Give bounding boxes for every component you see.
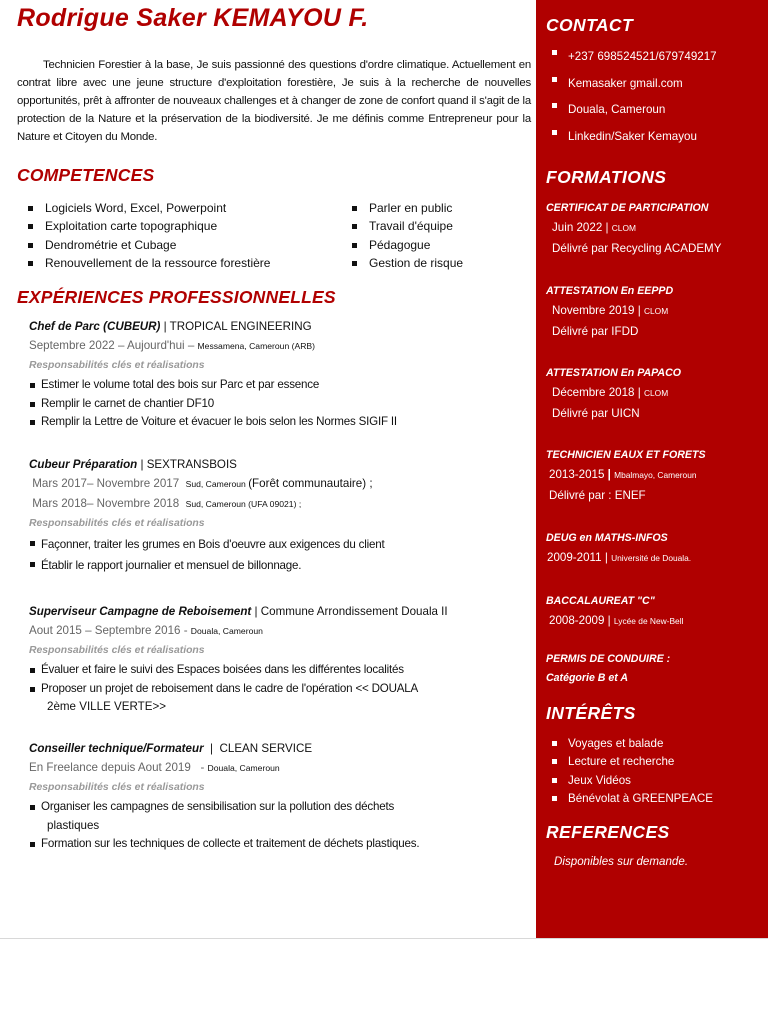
formation-title: TECHNICIEN EAUX ET FORETS bbox=[546, 449, 706, 461]
company-name: Commune Arrondissement Douala II bbox=[260, 605, 448, 618]
formation-entry bbox=[546, 445, 764, 506]
section-title-experiences: EXPÉRIENCES PROFESSIONNELLES bbox=[17, 287, 336, 307]
sidebar bbox=[536, 0, 768, 938]
skill-item: Parler en public bbox=[349, 199, 463, 217]
interests-list bbox=[550, 735, 713, 808]
interest-item: Lecture et recherche bbox=[550, 753, 713, 771]
period-dates: Septembre 2022 – Aujourd'hui – bbox=[29, 339, 198, 352]
job-location: Sud, Cameroun (UFA 09021) ; bbox=[185, 499, 302, 509]
skill-item: Travail d'équipe bbox=[349, 217, 463, 235]
responsibilities-label: Responsabilités clés et réalisations bbox=[29, 782, 205, 793]
job-location-note: (Forêt communautaire) ; bbox=[248, 477, 373, 490]
job-period bbox=[29, 494, 529, 514]
profile-summary: Technicien Forestier à la base, Je suis passionné des questions d'ordre climatique. Actuellement en contrat libre avec une jeune structure d'exploitation forestière, Je suis à la recherche de nouvelles opportunités, prêt à affronter de nouveaux challenges et à changer de zone de confort quand il s'agit de la protection de la Nature et la préservation de la biodiversité. Je me définis comme Entrepreneur pour la Nature et Citoyen du Monde. bbox=[17, 59, 531, 143]
period-dates: Aout 2015 – Septembre 2016 - bbox=[29, 624, 191, 637]
experience-entry bbox=[29, 318, 529, 432]
formation-place: Lycée de New-Bell bbox=[613, 616, 684, 626]
task-item: Façonner, traiter les grumes en Bois d'oeuvre aux exigences du client bbox=[29, 534, 529, 555]
formation-entry bbox=[546, 650, 764, 688]
task-item: Formation sur les techniques de collecte et traitement de déchets plastiques. bbox=[29, 835, 529, 854]
period-dates: Mars 2018– Novembre 2018 bbox=[29, 497, 186, 510]
formation-place: Université de Douala. bbox=[611, 553, 692, 563]
section-title-contact: CONTACT bbox=[546, 15, 634, 35]
responsibilities-label: Responsabilités clés et réalisations bbox=[29, 360, 205, 371]
job-role-line bbox=[29, 740, 529, 758]
experience-entry bbox=[29, 603, 529, 715]
section-title-formations: FORMATIONS bbox=[546, 167, 667, 187]
job-title: Cubeur Préparation bbox=[29, 458, 138, 471]
section-title-competences: COMPETENCES bbox=[17, 165, 155, 185]
separator: | bbox=[203, 742, 220, 755]
formation-title: ATTESTATION En PAPACO bbox=[546, 367, 681, 379]
candidate-name: Rodrigue Saker KEMAYOU F. bbox=[17, 4, 369, 32]
formation-entry bbox=[546, 591, 764, 632]
job-location: Douala, Cameroun bbox=[190, 626, 263, 636]
formation-date-line: Décembre 2018 | CLOM bbox=[552, 386, 669, 399]
formation-place: CLOM bbox=[643, 306, 669, 316]
separator: | bbox=[137, 458, 147, 471]
job-period bbox=[29, 758, 529, 778]
task-item: Établir le rapport journalier et mensuel de billonnage. bbox=[29, 555, 529, 576]
skill-item: Pédagogue bbox=[349, 236, 463, 254]
formation-detail: Délivré par UICN bbox=[552, 406, 640, 420]
formation-detail: Délivré par : ENEF bbox=[549, 488, 646, 502]
job-role-line bbox=[29, 603, 529, 621]
contact-list bbox=[550, 44, 717, 150]
task-item: Remplir la Lettre de Voiture et évacuer le bois selon les Normes SIGIF II bbox=[29, 413, 529, 432]
formation-date-line: 2013-2015 | Mbalmayo, Cameroun bbox=[549, 468, 697, 481]
task-list bbox=[29, 835, 529, 854]
formation-detail: Délivré par IFDD bbox=[552, 324, 639, 338]
formation-title: CERTIFICAT DE PARTICIPATION bbox=[546, 202, 709, 214]
formation-entry bbox=[546, 363, 764, 424]
task-continuation: 2ème VILLE VERTE>> bbox=[47, 700, 167, 713]
task-list bbox=[29, 534, 529, 576]
interest-item: Voyages et balade bbox=[550, 735, 713, 753]
references-text: Disponibles sur demande. bbox=[554, 855, 689, 868]
formation-entry bbox=[546, 528, 764, 569]
task-item: Proposer un projet de reboisement dans le cadre de l'opération << DOUALA bbox=[29, 680, 529, 699]
contact-email: Kemasaker gmail.com bbox=[550, 71, 717, 98]
job-location: Douala, Cameroun bbox=[207, 763, 280, 773]
formation-place: Mbalmayo, Cameroun bbox=[614, 470, 697, 480]
section-title-interets: INTÉRÊTS bbox=[546, 703, 636, 723]
skill-item: Renouvellement de la ressource forestière bbox=[25, 254, 270, 272]
formation-detail: Délivré par Recycling ACADEMY bbox=[552, 241, 722, 255]
formation-title: DEUG en MATHS-INFOS bbox=[546, 532, 668, 544]
skills-list-right bbox=[349, 199, 463, 273]
task-item: Organiser les campagnes de sensibilisation sur la pollution des déchets bbox=[29, 798, 529, 817]
skill-item: Dendrométrie et Cubage bbox=[25, 236, 270, 254]
formation-date-line: Juin 2022 | CLOM bbox=[552, 221, 636, 234]
job-location: Messamena, Cameroun (ARB) bbox=[197, 341, 316, 351]
task-item: Estimer le volume total des bois sur Parc et par essence bbox=[29, 376, 529, 395]
job-title: Chef de Parc (CUBEUR) bbox=[29, 320, 161, 333]
interest-item: Bénévolat à GREENPEACE bbox=[550, 790, 713, 808]
company-name: TROPICAL ENGINEERING bbox=[169, 320, 312, 333]
separator: | bbox=[251, 605, 261, 618]
task-item: Évaluer et faire le suivi des Espaces boisées dans les différentes localités bbox=[29, 661, 529, 680]
job-period bbox=[29, 474, 529, 494]
formation-entry bbox=[546, 198, 764, 259]
formation-title: PERMIS DE CONDUIRE : bbox=[546, 653, 671, 665]
formation-date-line: 2009-2011 | Université de Douala. bbox=[547, 551, 692, 564]
task-continuation: plastiques bbox=[47, 818, 100, 832]
company-name: SEXTRANSBOIS bbox=[146, 458, 237, 471]
experience-entry bbox=[29, 740, 529, 853]
formation-date-line: 2008-2009 | Lycée de New-Bell bbox=[549, 614, 684, 627]
contact-address: Douala, Cameroun bbox=[550, 97, 717, 124]
interest-item: Jeux Vidéos bbox=[550, 772, 713, 790]
formation-place: CLOM bbox=[611, 223, 636, 233]
period-dates: Mars 2017– Novembre 2017 bbox=[29, 477, 186, 490]
separator: | bbox=[160, 320, 170, 333]
formation-entry bbox=[546, 281, 764, 342]
task-list bbox=[29, 376, 529, 432]
job-title: Conseiller technique/Formateur bbox=[29, 742, 204, 755]
skill-item: Exploitation carte topographique bbox=[25, 217, 270, 235]
experience-entry bbox=[29, 456, 529, 576]
responsibilities-label: Responsabilités clés et réalisations bbox=[29, 645, 205, 656]
skill-item: Logiciels Word, Excel, Powerpoint bbox=[25, 199, 270, 217]
job-location: Sud, Cameroun bbox=[185, 479, 249, 489]
contact-linkedin[interactable]: Linkedin/Saker Kemayou bbox=[550, 124, 717, 151]
formation-place: CLOM bbox=[643, 388, 669, 398]
skill-item: Gestion de risque bbox=[349, 254, 463, 272]
section-title-references: REFERENCES bbox=[546, 822, 670, 842]
skills-list-left bbox=[25, 199, 270, 273]
formation-title: BACCALAUREAT "C" bbox=[546, 595, 655, 607]
job-role-line bbox=[29, 456, 529, 474]
job-title: Superviseur Campagne de Reboisement bbox=[29, 605, 252, 618]
task-list bbox=[29, 798, 529, 817]
company-name: CLEAN SERVICE bbox=[219, 742, 313, 755]
formation-subtitle: Catégorie B et A bbox=[546, 672, 629, 684]
task-item: Remplir le carnet de chantier DF10 bbox=[29, 395, 529, 414]
responsibilities-label: Responsabilités clés et réalisations bbox=[29, 518, 205, 529]
job-period bbox=[29, 336, 529, 356]
period-dates: En Freelance depuis Aout 2019 - bbox=[29, 761, 208, 774]
task-list bbox=[29, 661, 529, 698]
formation-title: ATTESTATION En EEPPD bbox=[546, 285, 674, 297]
job-period bbox=[29, 621, 529, 641]
job-role-line bbox=[29, 318, 529, 336]
contact-phone: +237 698524521/679749217 bbox=[550, 44, 717, 71]
formation-date-line: Novembre 2019 | CLOM bbox=[552, 304, 669, 317]
